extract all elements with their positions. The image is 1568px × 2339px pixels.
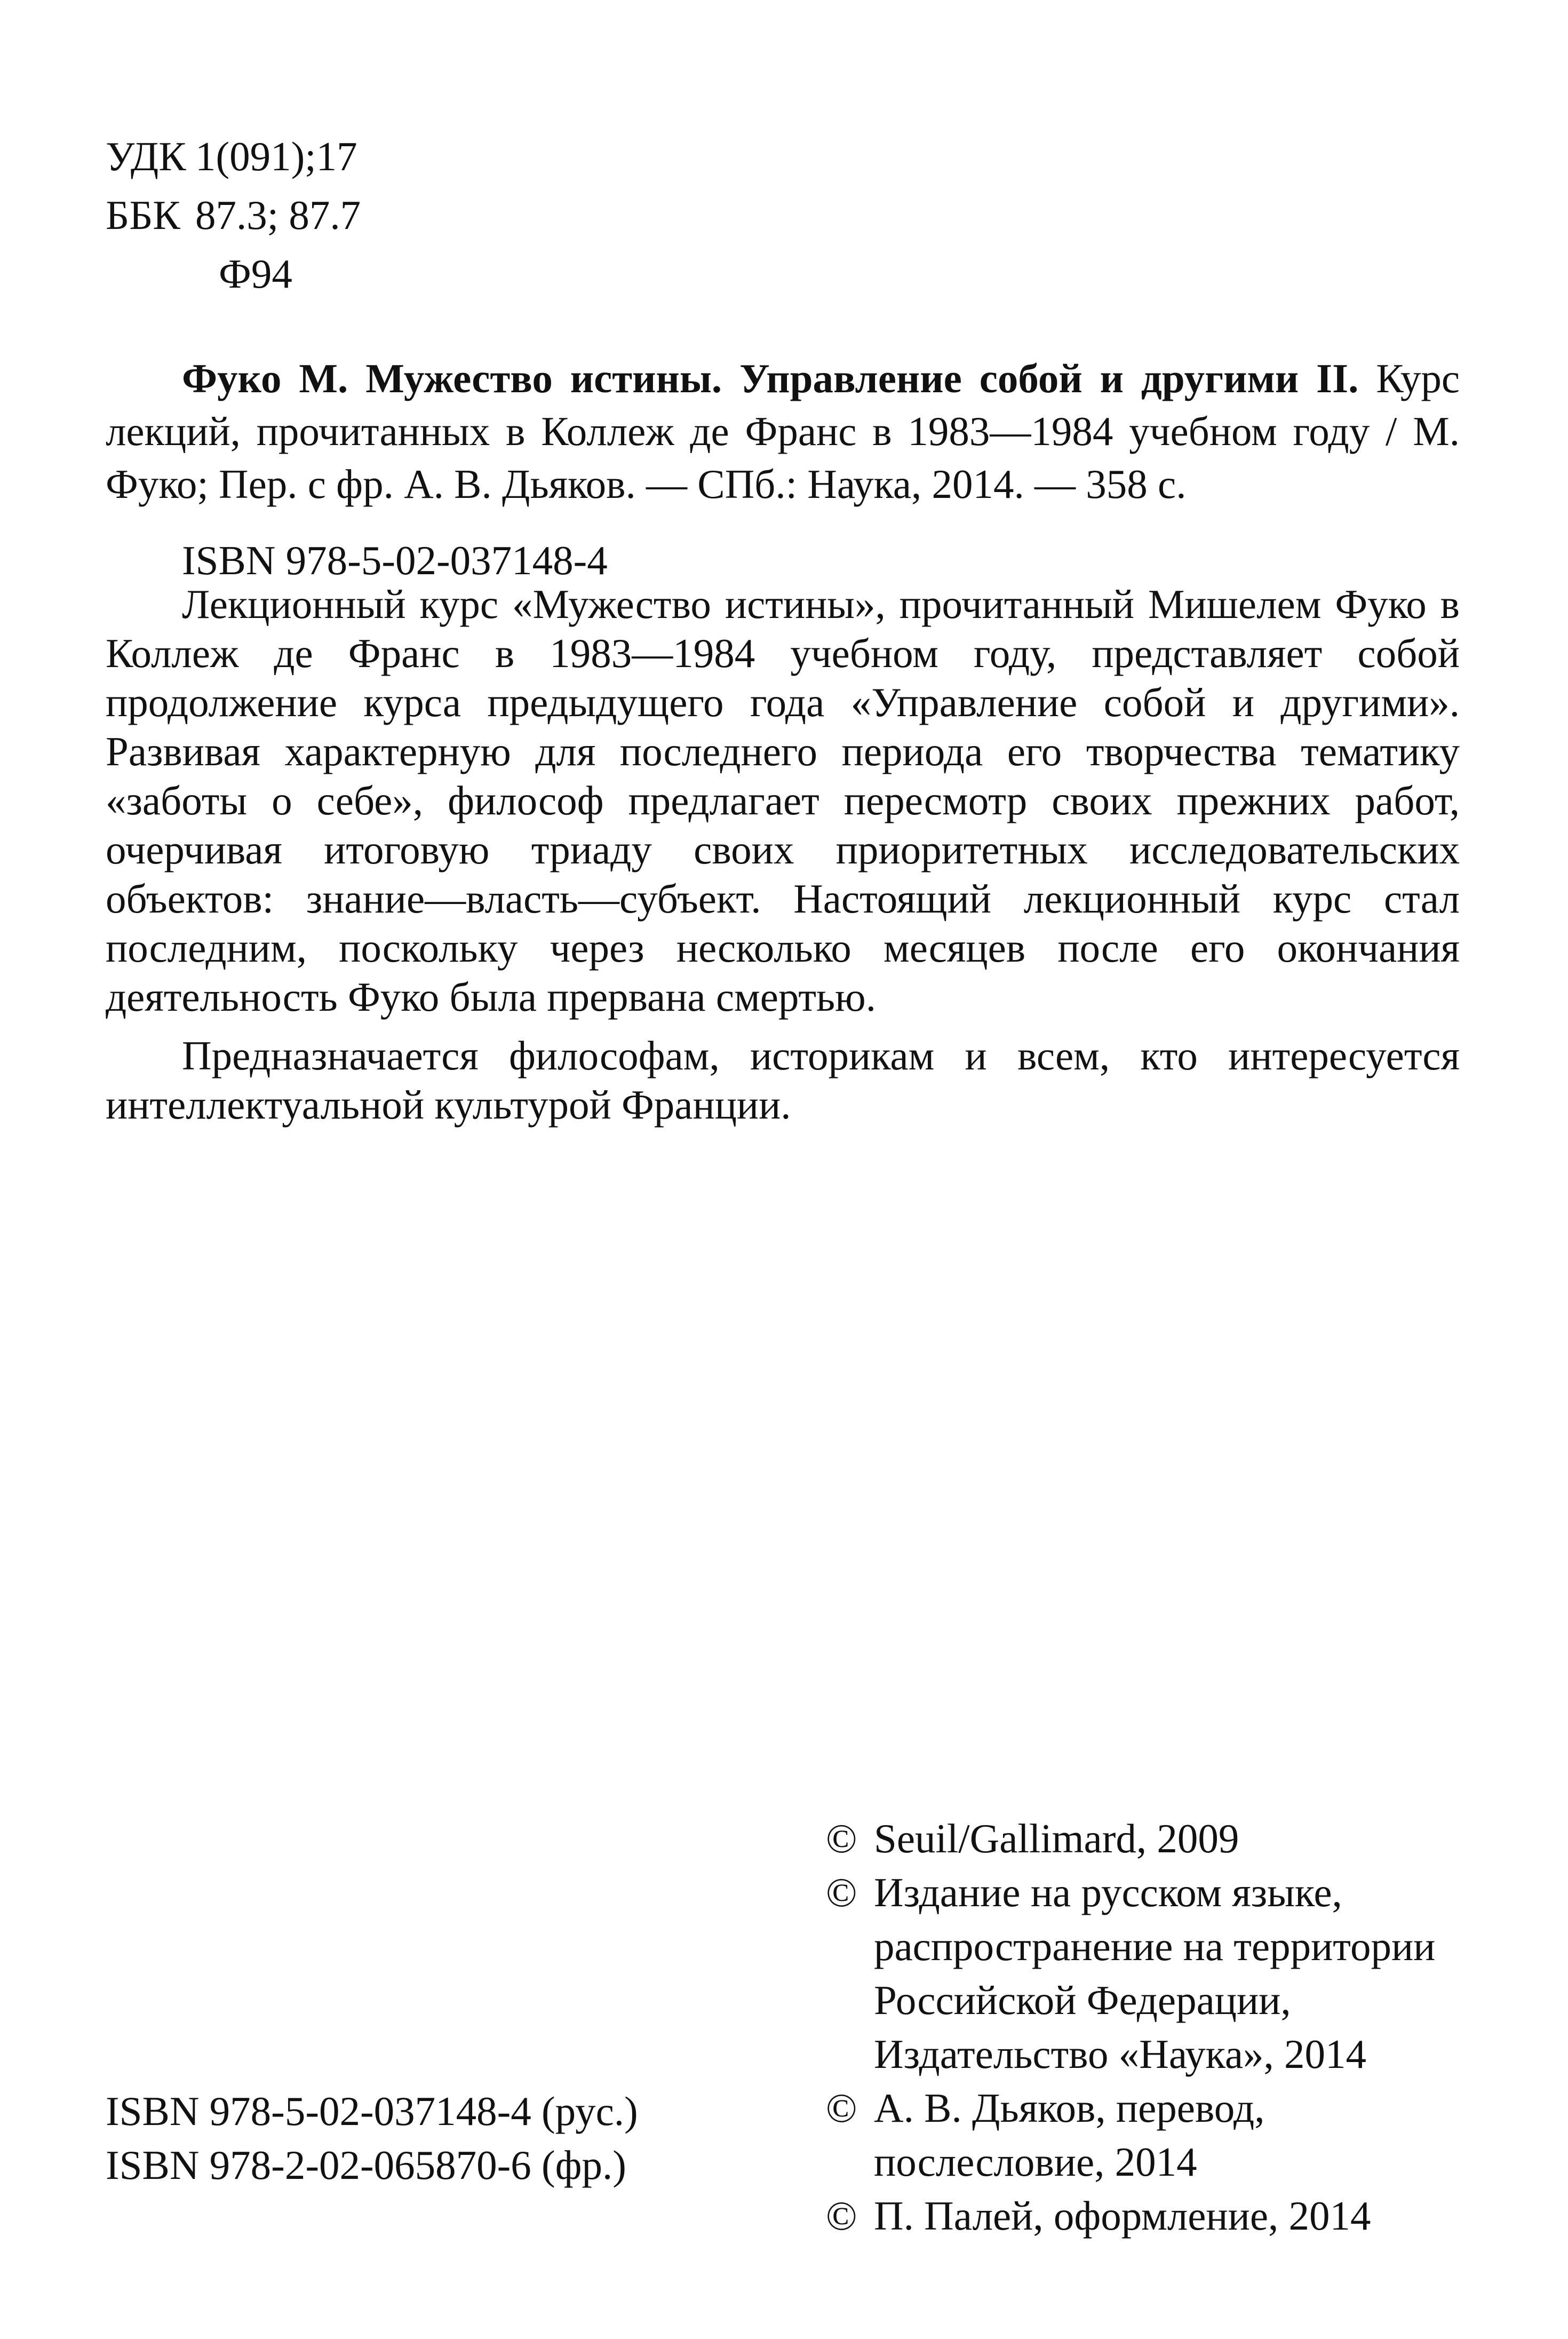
author-sign: Ф94: [219, 251, 292, 297]
bbk-label: ББК: [106, 192, 180, 238]
udk-value: 1(091);17: [195, 133, 357, 179]
classification-block: [106, 127, 361, 303]
book-details: Курс лекций, прочитанных в Коллеж де Франс в 1983—1984 учебном году / М. Фуко; Пер. с фр. А. В. Дьяков. — СПб.: Наука, 2014. — 358 с.: [106, 355, 1460, 507]
isbn-russian: ISBN 978-5-02-037148-4 (рус.): [106, 2088, 638, 2134]
copyright-line: Российской Федерации,: [874, 1977, 1291, 2023]
annotation-paragraph: Лекционный курс «Мужество истины», прочитанный Мишелем Фуко в Коллеж де Франс в 1983—1984 учебном году, представляет собой продолжение курса предыдущего года «Управление собой и другими». Развивая характерную для последнего периода его творчества тематику «заботы о себе», философ предлагает пересмотр своих прежних работ, очерчивая итоговую триаду своих приоритетных исследовательских объектов: знание—власть—субъект. Настоящий лекционный курс стал последним, поскольку через несколько месяцев после его окончания деятельность Фуко была прервана смертью.: [106, 581, 1460, 1020]
copyright-line: П. Палей, оформление, 2014: [874, 2193, 1371, 2239]
copyright-line: послесловие, 2014: [874, 2139, 1197, 2185]
copyright-line: Издание на русском языке,: [874, 1869, 1342, 1915]
udk-label: УДК: [106, 133, 186, 179]
bbk-value: 87.3; 87.7: [195, 192, 361, 238]
copyright-line: Seuil/Gallimard, 2009: [874, 1815, 1239, 1861]
udk-row: [106, 127, 361, 186]
copyright-icon: ©: [826, 1869, 857, 1915]
copyright-line: А. В. Дьяков, перевод,: [874, 2085, 1265, 2131]
copyright-item: [826, 1866, 1466, 2081]
copyright-line: Издательство «Наука», 2014: [874, 2031, 1367, 2077]
copyright-item: [826, 1812, 1466, 1866]
record-isbn: ISBN 978-5-02-037148-4: [182, 537, 608, 583]
copyright-icon: ©: [826, 2085, 857, 2131]
copyright-icon: ©: [826, 2193, 857, 2239]
bibliographic-record: [106, 352, 1460, 587]
copyright-line: распространение на территории: [874, 1923, 1436, 1969]
bibliographic-description: [106, 352, 1460, 511]
annotation: [106, 580, 1460, 1129]
isbn-french: ISBN 978-2-02-065870-6 (фр.): [106, 2142, 626, 2188]
copyright-icon: ©: [826, 1815, 857, 1861]
bbk-row: [106, 186, 361, 244]
isbn-list: [106, 2084, 638, 2192]
book-title: Фуко М. Мужество истины. Управление собой и другими II.: [182, 355, 1359, 401]
copyright-item: [826, 2081, 1466, 2189]
annotation-paragraph: Предназначается философам, историкам и всем, кто интересуется интеллектуальной культурой Франции.: [106, 1033, 1460, 1128]
copyright-block: [826, 1812, 1466, 2243]
copyright-item: [826, 2189, 1466, 2243]
